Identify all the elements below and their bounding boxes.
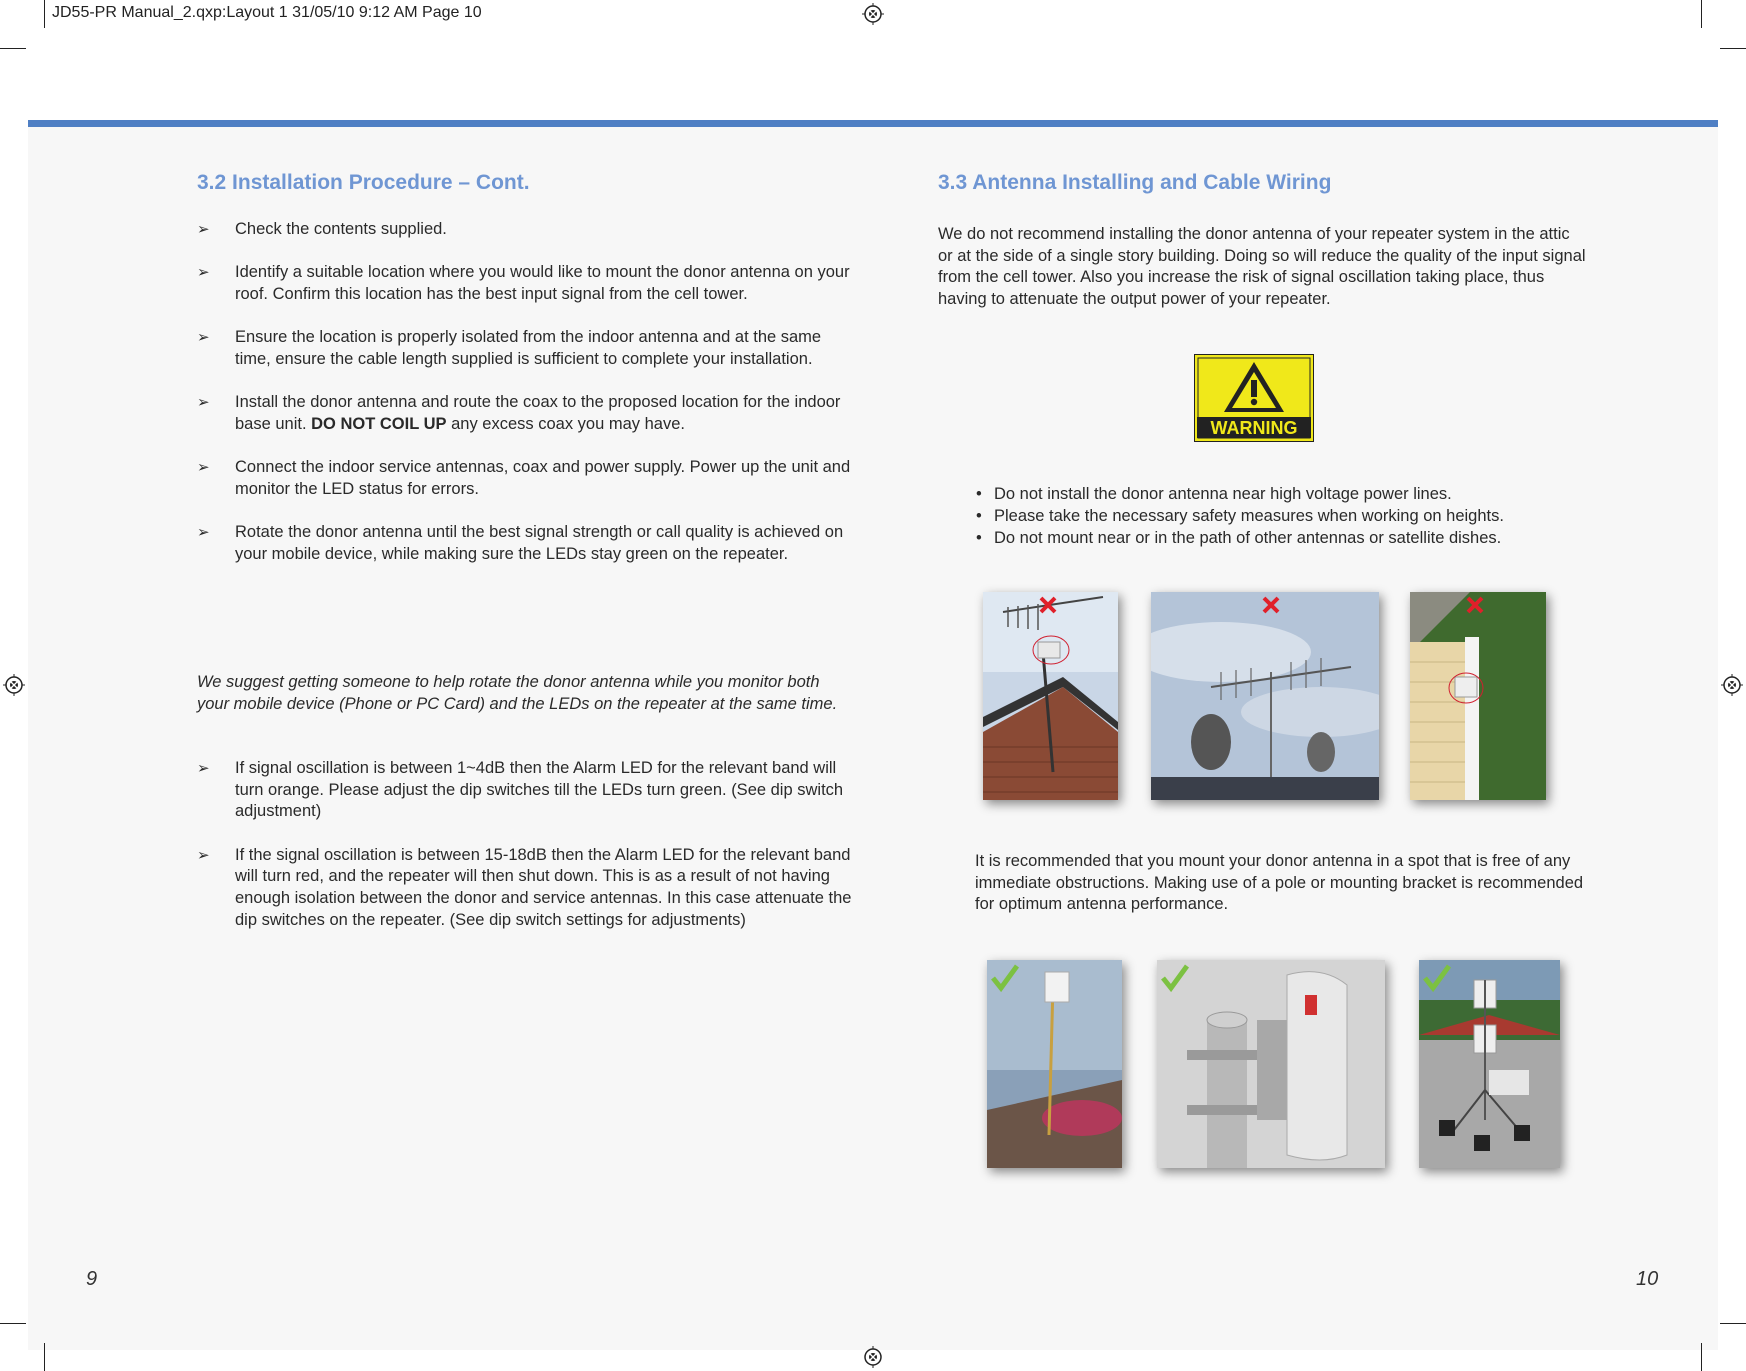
page-number-right: 10	[1636, 1268, 1659, 1290]
oscillation-steps-list	[197, 758, 857, 953]
crop-mark	[0, 1323, 26, 1324]
emphasis-text: DO NOT COIL UP	[311, 414, 447, 433]
arrow-bullet-icon: ➢	[197, 264, 210, 282]
arrow-bullet-icon: ➢	[197, 221, 210, 238]
arrow-bullet-icon: ➢	[197, 394, 210, 412]
safety-list	[974, 483, 1614, 549]
photo-bad-side-of-house	[1410, 592, 1546, 800]
registration-mark-icon	[1721, 674, 1743, 696]
crop-mark	[1720, 1323, 1746, 1324]
warning-sign	[1194, 354, 1314, 442]
crop-mark	[44, 0, 45, 28]
photo-good-rooftop-tripod	[1419, 960, 1560, 1168]
photo-bad-near-other-antennas	[1151, 592, 1379, 800]
warning-label: WARNING	[1210, 418, 1298, 438]
list-item: ➢ Rotate the donor antenna until the best signal strength or call quality is achieved on your mobile device, while making sure the LEDs stay green on the repeater.	[197, 522, 844, 563]
registration-mark-icon	[862, 3, 884, 25]
list-item: • Please take the necessary safety measures when working on heights.	[974, 505, 1614, 527]
installation-steps-list	[197, 219, 857, 587]
print-slug: JD55-PR Manual_2.qxp:Layout 1 31/05/10 9:12 AM Page 10	[52, 4, 482, 21]
list-item: ➢ Connect the indoor service antennas, coax and power supply. Power up the unit and monitor the LED status for errors.	[197, 457, 851, 498]
page-number-left: 9	[86, 1268, 98, 1290]
crop-mark	[0, 48, 26, 49]
list-item: ➢ Check the contents supplied.	[197, 219, 857, 241]
list-item: ➢ If signal oscillation is between 1~4dB then the Alarm LED for the relevant band will turn orange. Please adjust the dip switches till the LEDs turn green. (See dip switch adjustment)	[197, 759, 844, 821]
arrow-bullet-icon: ➢	[197, 523, 210, 541]
recommendation-paragraph: It is recommended that you mount your donor antenna in a spot that is free of any immediate obstructions. Making use of a pole or mounting bracket is recommended for optimum antenna performance.	[975, 852, 1584, 914]
header-rule	[28, 120, 1718, 127]
arrow-bullet-icon: ➢	[197, 329, 210, 347]
list-item: ➢ Identify a suitable location where you would like to mount the donor antenna on your roof. Confirm this location has the best input signal from the cell tower.	[197, 263, 850, 303]
section-heading-installation: 3.2 Installation Procedure – Cont.	[197, 171, 530, 194]
list-item: • Do not mount near or in the path of other antennas or satellite dishes.	[974, 527, 1614, 549]
photo-bad-attic-side	[983, 592, 1118, 800]
arrow-bullet-icon: ➢	[197, 846, 210, 864]
crop-mark	[44, 1343, 45, 1371]
registration-mark-icon	[862, 1346, 884, 1368]
registration-mark-icon	[3, 674, 25, 696]
helper-note: We suggest getting someone to help rotate the donor antenna while you monitor both your mobile device (Phone or PC Card) and the LEDs on the repeater at the same time.	[197, 673, 838, 713]
list-item: ➢ Install the donor antenna and route the coax to the proposed location for the indoor base unit. DO NOT COIL UP any excess coax you may have.	[197, 393, 841, 433]
arrow-bullet-icon: ➢	[197, 458, 210, 476]
crop-mark	[1701, 1343, 1702, 1371]
section-heading-antenna: 3.3 Antenna Installing and Cable Wiring	[938, 171, 1332, 194]
photo-good-roof-pole	[987, 960, 1122, 1168]
crop-mark	[1701, 0, 1702, 28]
crop-mark	[1720, 48, 1746, 49]
photo-good-pole-bracket	[1157, 960, 1385, 1168]
arrow-bullet-icon: ➢	[197, 760, 210, 777]
list-item: • Do not install the donor antenna near high voltage power lines.	[974, 483, 1614, 505]
antenna-intro-paragraph: We do not recommend installing the donor antenna of your repeater system in the attic or at the side of a single story building. Doing so will reduce the quality of the input signal from the cell tower. Also you increase the risk of signal oscillation taking place, thus having to attenuate the output power of your repeater.	[938, 225, 1586, 309]
list-item: ➢ Ensure the location is properly isolated from the indoor antenna and at the same time, ensure the cable length supplied is sufficient to complete your installation.	[197, 328, 822, 368]
list-item: ➢ If the signal oscillation is between 15-18dB then the Alarm LED for the relevant band will turn red, and the repeater will then shut down. This is as a result of not having enough isolation between the donor and service antennas. In this case attenuate the dip switches on the repeater. (See dip switch settings for adjustments)	[197, 845, 852, 929]
